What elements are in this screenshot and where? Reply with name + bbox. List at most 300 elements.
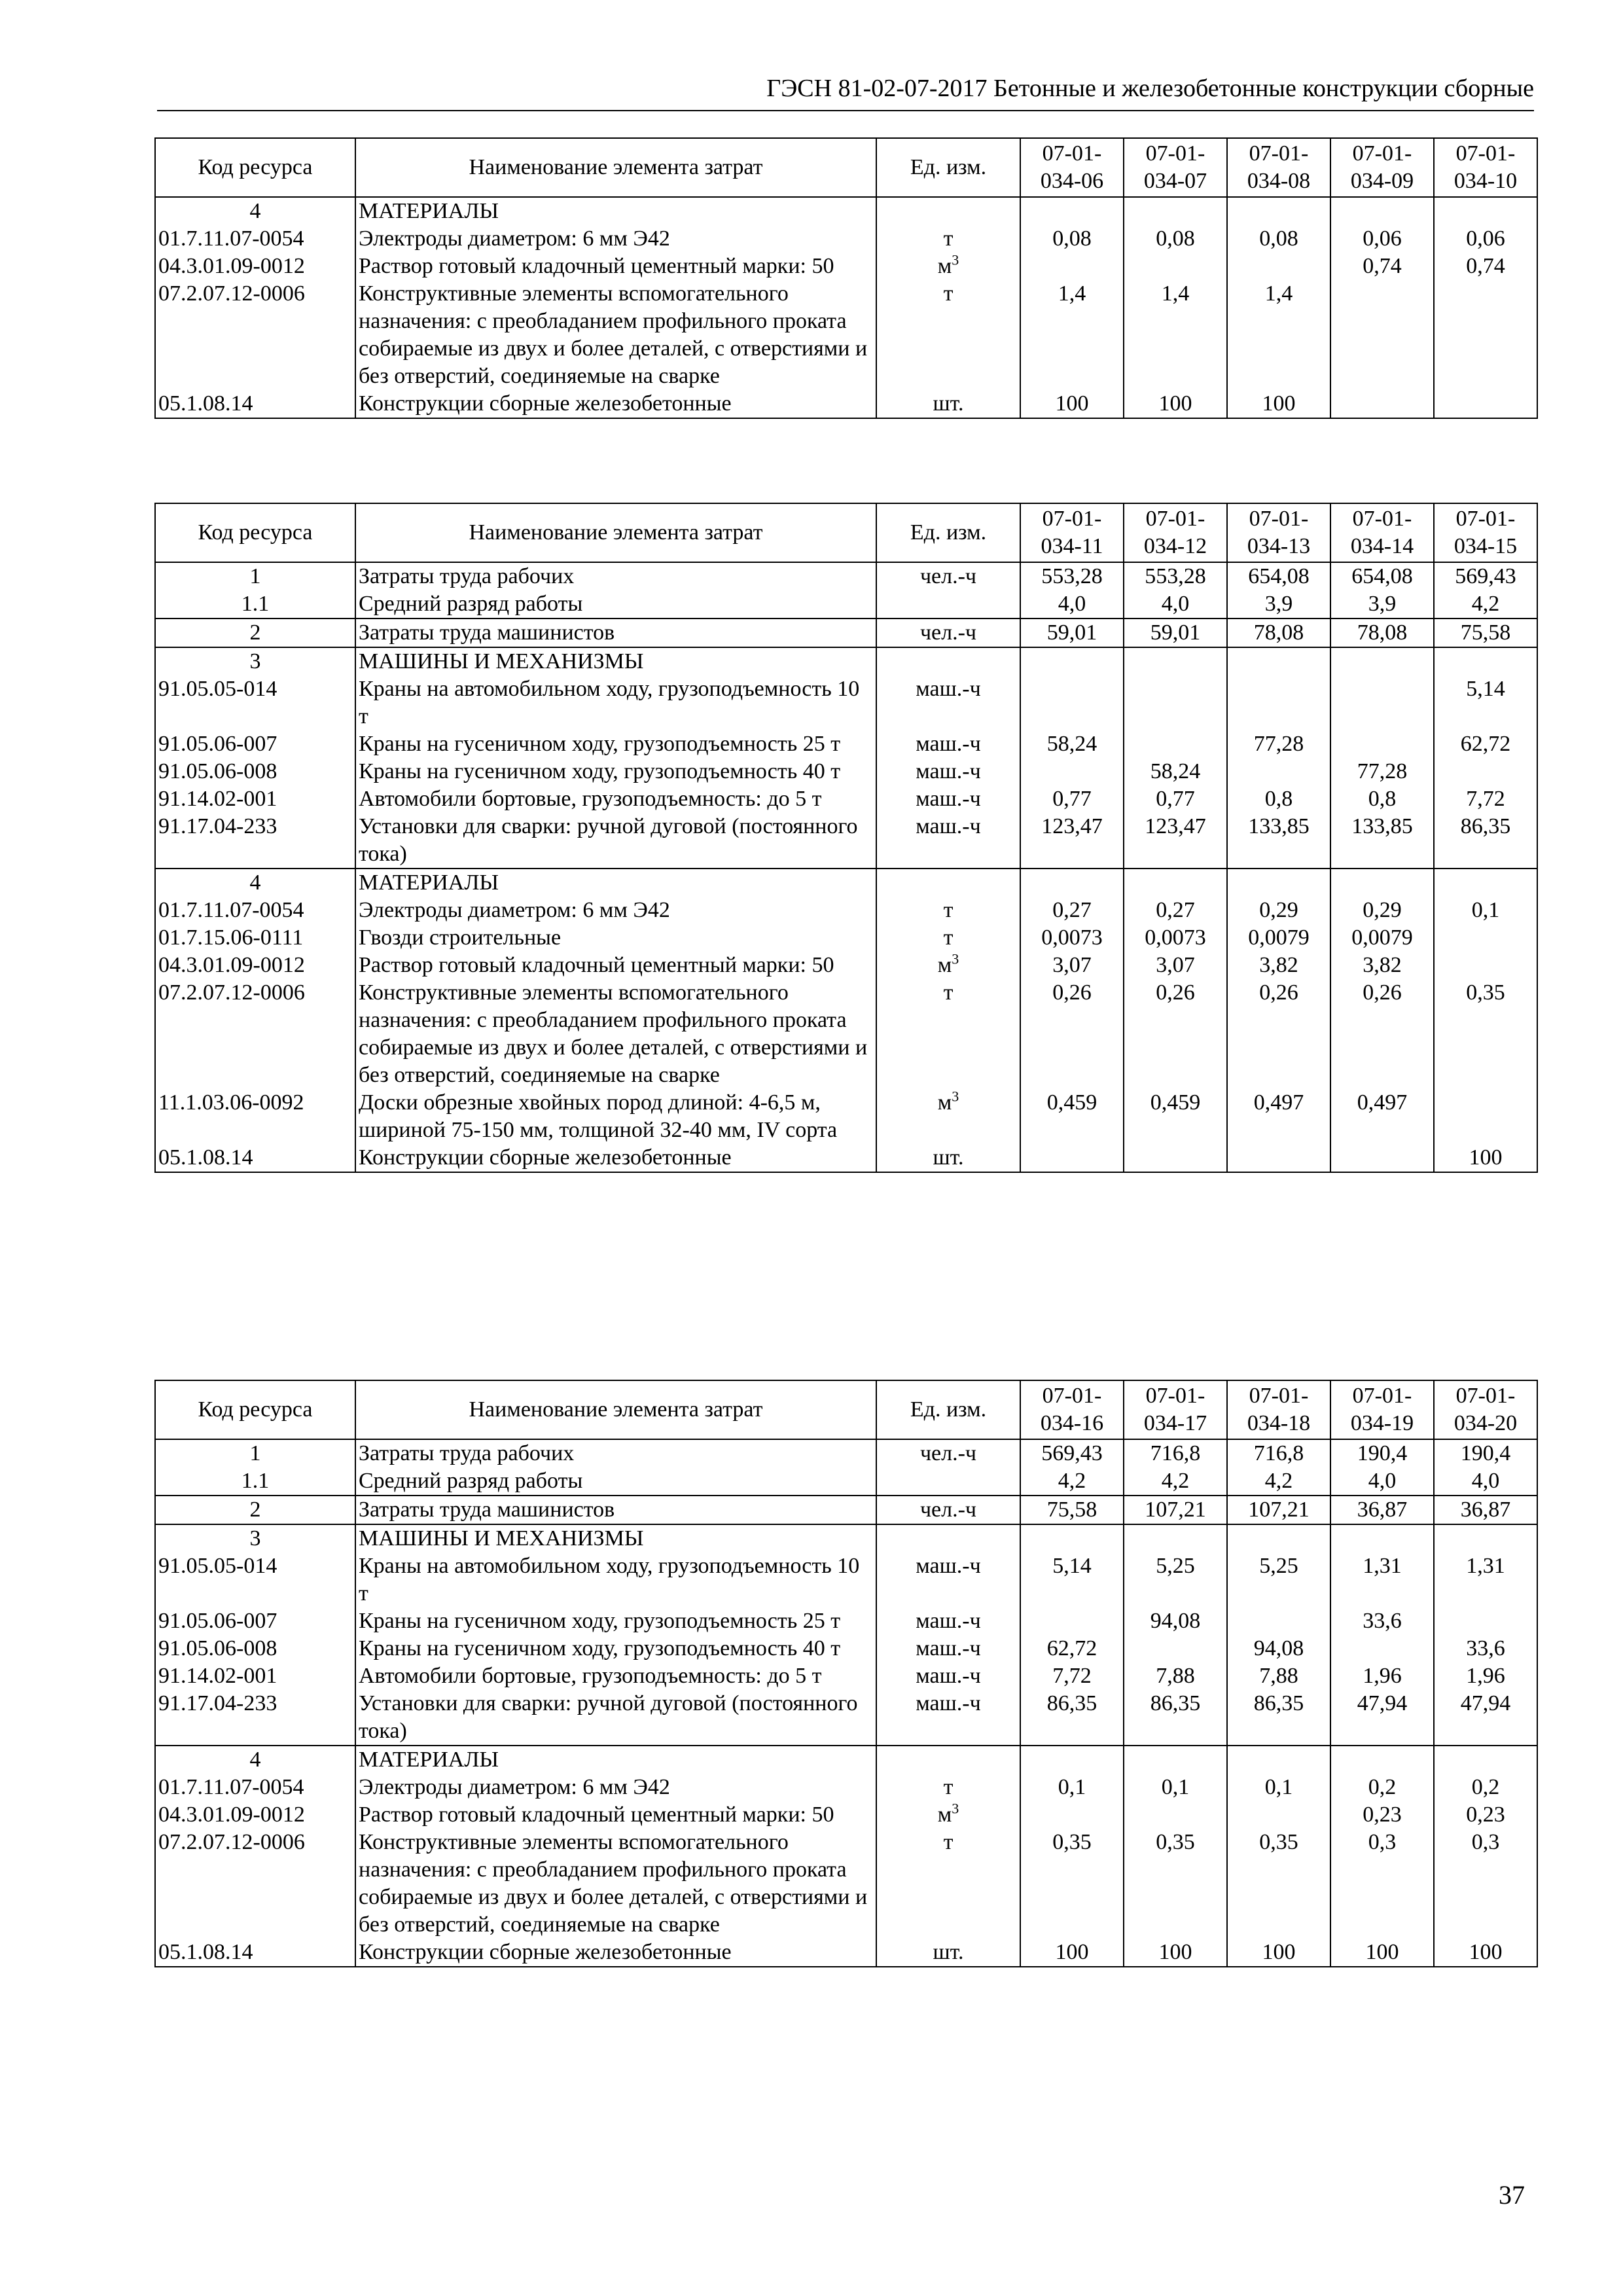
value-cell: 77,28 xyxy=(1330,758,1434,785)
unit-cell xyxy=(876,619,1020,647)
table-row xyxy=(155,619,1537,647)
table-row xyxy=(155,562,1537,590)
value-cell: 78,08 xyxy=(1330,619,1434,647)
value-cell: 75,58 xyxy=(1020,1496,1124,1524)
unit-label: маш.-ч xyxy=(916,1554,981,1578)
value-cell xyxy=(1020,675,1124,730)
value-cell: 36,87 xyxy=(1434,1496,1537,1524)
value-cell: 58,24 xyxy=(1020,730,1124,758)
unit-cell xyxy=(876,390,1020,418)
cost-item-name: Затраты труда машинистов xyxy=(355,619,876,647)
unit-cell xyxy=(876,1690,1020,1746)
value-cell xyxy=(1330,1746,1434,1774)
unit-cell xyxy=(876,590,1020,619)
cost-item-name: Доски обрезные хвойных пород длиной: 4-6,5 м, шириной 75-150 мм, толщиной 32-40 мм, IV сорта xyxy=(355,1089,876,1144)
resource-table xyxy=(154,503,1538,1173)
value-cell xyxy=(1020,869,1124,897)
value-cell: 0,459 xyxy=(1124,1089,1227,1144)
table-row xyxy=(155,280,1537,390)
value-cell xyxy=(1227,1144,1330,1172)
value-cell xyxy=(1434,197,1537,225)
value-cell xyxy=(1330,675,1434,730)
value-cell: 94,08 xyxy=(1227,1635,1330,1662)
value-cell: 62,72 xyxy=(1434,730,1537,758)
column-header-rate: 07-01-034-06 xyxy=(1020,138,1124,197)
unit-cell xyxy=(876,1662,1020,1690)
value-cell: 0,08 xyxy=(1020,225,1124,253)
resource-code: 01.7.11.07-0054 xyxy=(155,225,355,253)
cost-item-name: МАШИНЫ И МЕХАНИЗМЫ xyxy=(355,1524,876,1552)
resource-code: 07.2.07.12-0006 xyxy=(155,280,355,390)
value-cell: 0,29 xyxy=(1227,897,1330,924)
column-header-rate: 07-01-034-08 xyxy=(1227,138,1330,197)
value-cell xyxy=(1227,197,1330,225)
unit-label: маш.-ч xyxy=(916,1664,981,1688)
value-cell: 0,0079 xyxy=(1330,924,1434,952)
value-cell: 4,0 xyxy=(1330,1467,1434,1496)
value-cell: 100 xyxy=(1020,1939,1124,1967)
unit-label: маш.-ч xyxy=(916,787,981,811)
cost-item-name: Электроды диаметром: 6 мм Э42 xyxy=(355,225,876,253)
resource-code: 3 xyxy=(155,647,355,675)
unit-cell xyxy=(876,924,1020,952)
value-cell: 0,27 xyxy=(1124,897,1227,924)
value-cell: 553,28 xyxy=(1124,562,1227,590)
unit-label: м xyxy=(937,1090,952,1115)
value-cell: 86,35 xyxy=(1227,1690,1330,1746)
value-cell: 190,4 xyxy=(1434,1439,1537,1467)
unit-label: маш.-ч xyxy=(916,814,981,838)
unit-cell xyxy=(876,1524,1020,1552)
value-cell xyxy=(1124,1524,1227,1552)
unit-label: маш.-ч xyxy=(916,1691,981,1715)
table-row xyxy=(155,1662,1537,1690)
cost-item-name: Краны на гусеничном ходу, грузоподъемность 25 т xyxy=(355,1607,876,1635)
value-cell: 1,4 xyxy=(1227,280,1330,390)
value-cell: 0,26 xyxy=(1227,979,1330,1089)
value-cell: 1,4 xyxy=(1124,280,1227,390)
column-header-rate: 07-01-034-12 xyxy=(1124,503,1227,562)
resource-code: 11.1.03.06-0092 xyxy=(155,1089,355,1144)
value-cell xyxy=(1330,390,1434,418)
column-header-rate: 07-01-034-15 xyxy=(1434,503,1537,562)
resource-code: 4 xyxy=(155,869,355,897)
value-cell: 0,23 xyxy=(1434,1801,1537,1829)
unit-label: маш.-ч xyxy=(916,1636,981,1660)
column-header-code: Код ресурса xyxy=(155,138,355,197)
resource-code: 1 xyxy=(155,1439,355,1467)
value-cell: 1,31 xyxy=(1434,1552,1537,1607)
resource-code: 91.17.04-233 xyxy=(155,813,355,869)
unit-label: маш.-ч xyxy=(916,759,981,783)
value-cell xyxy=(1124,869,1227,897)
table-row xyxy=(155,197,1537,225)
cost-item-name: Электроды диаметром: 6 мм Э42 xyxy=(355,1774,876,1801)
value-cell: 75,58 xyxy=(1434,619,1537,647)
value-cell: 190,4 xyxy=(1330,1439,1434,1467)
table-row xyxy=(155,1774,1537,1801)
unit-cell xyxy=(876,225,1020,253)
unit-cell xyxy=(876,1801,1020,1829)
unit-label: чел.-ч xyxy=(919,564,977,588)
table-row xyxy=(155,1144,1537,1172)
value-cell: 716,8 xyxy=(1227,1439,1330,1467)
value-cell: 0,2 xyxy=(1434,1774,1537,1801)
unit-label: м xyxy=(937,254,952,278)
column-header-rate: 07-01-034-11 xyxy=(1020,503,1124,562)
table-row xyxy=(155,897,1537,924)
value-cell: 0,35 xyxy=(1227,1829,1330,1939)
value-cell: 3,82 xyxy=(1227,952,1330,979)
value-cell: 0,08 xyxy=(1124,225,1227,253)
unit-label: шт. xyxy=(933,1940,964,1964)
value-cell xyxy=(1124,1746,1227,1774)
value-cell: 86,35 xyxy=(1124,1690,1227,1746)
unit-cell xyxy=(876,280,1020,390)
value-cell xyxy=(1330,730,1434,758)
resource-code: 04.3.01.09-0012 xyxy=(155,952,355,979)
value-cell: 59,01 xyxy=(1020,619,1124,647)
value-cell: 0,29 xyxy=(1330,897,1434,924)
unit-cell xyxy=(876,813,1020,869)
table-row xyxy=(155,1496,1537,1524)
value-cell xyxy=(1124,253,1227,280)
value-cell: 1,96 xyxy=(1434,1662,1537,1690)
value-cell: 58,24 xyxy=(1124,758,1227,785)
value-cell xyxy=(1124,1801,1227,1829)
value-cell xyxy=(1227,253,1330,280)
table-row xyxy=(155,758,1537,785)
value-cell: 7,88 xyxy=(1227,1662,1330,1690)
value-cell xyxy=(1434,869,1537,897)
resource-code: 91.05.05-014 xyxy=(155,1552,355,1607)
value-cell xyxy=(1227,675,1330,730)
value-cell: 0,0079 xyxy=(1227,924,1330,952)
value-cell xyxy=(1020,253,1124,280)
resource-code: 04.3.01.09-0012 xyxy=(155,253,355,280)
value-cell: 0,06 xyxy=(1330,225,1434,253)
value-cell: 0,35 xyxy=(1020,1829,1124,1939)
value-cell: 123,47 xyxy=(1124,813,1227,869)
table-row xyxy=(155,785,1537,813)
unit-cell xyxy=(876,1467,1020,1496)
table-row xyxy=(155,869,1537,897)
value-cell: 0,2 xyxy=(1330,1774,1434,1801)
value-cell: 5,14 xyxy=(1020,1552,1124,1607)
resource-code: 05.1.08.14 xyxy=(155,1144,355,1172)
cost-item-name: Раствор готовый кладочный цементный марки: 50 xyxy=(355,1801,876,1829)
value-cell: 100 xyxy=(1124,1939,1227,1967)
unit-label: чел.-ч xyxy=(919,1441,977,1465)
value-cell: 0,77 xyxy=(1020,785,1124,813)
page-number: 37 xyxy=(1499,2180,1525,2210)
cost-item-name: Электроды диаметром: 6 мм Э42 xyxy=(355,897,876,924)
table-row xyxy=(155,1939,1537,1967)
value-cell xyxy=(1124,675,1227,730)
value-cell: 100 xyxy=(1434,1939,1537,1967)
resource-code: 04.3.01.09-0012 xyxy=(155,1801,355,1829)
value-cell xyxy=(1434,1524,1537,1552)
value-cell xyxy=(1020,1607,1124,1635)
value-cell: 1,31 xyxy=(1330,1552,1434,1607)
table-row xyxy=(155,813,1537,869)
table-row xyxy=(155,590,1537,619)
value-cell: 4,2 xyxy=(1020,1467,1124,1496)
unit-label: чел.-ч xyxy=(919,620,977,645)
value-cell: 569,43 xyxy=(1434,562,1537,590)
value-cell: 0,74 xyxy=(1330,253,1434,280)
value-cell xyxy=(1020,647,1124,675)
cost-item-name: Раствор готовый кладочный цементный марки: 50 xyxy=(355,253,876,280)
value-cell: 0,3 xyxy=(1434,1829,1537,1939)
resource-code: 91.14.02-001 xyxy=(155,1662,355,1690)
resource-code: 91.05.06-008 xyxy=(155,1635,355,1662)
value-cell: 0,8 xyxy=(1330,785,1434,813)
value-cell xyxy=(1124,197,1227,225)
value-cell: 0,26 xyxy=(1124,979,1227,1089)
cost-item-name: МАТЕРИАЛЫ xyxy=(355,197,876,225)
unit-cell xyxy=(876,869,1020,897)
table-row xyxy=(155,1829,1537,1939)
table-row xyxy=(155,952,1537,979)
value-cell: 78,08 xyxy=(1227,619,1330,647)
unit-cell xyxy=(876,952,1020,979)
cost-item-name: Краны на автомобильном ходу, грузоподъемность 10 т xyxy=(355,1552,876,1607)
value-cell xyxy=(1227,647,1330,675)
cost-item-name: Краны на автомобильном ходу, грузоподъемность 10 т xyxy=(355,675,876,730)
value-cell xyxy=(1434,952,1537,979)
value-cell: 0,06 xyxy=(1434,225,1537,253)
table-row xyxy=(155,1607,1537,1635)
unit-cell xyxy=(876,1746,1020,1774)
cost-item-name: Раствор готовый кладочный цементный марки: 50 xyxy=(355,952,876,979)
unit-label: м xyxy=(937,953,952,977)
header-row xyxy=(155,1380,1537,1439)
unit-cell xyxy=(876,197,1020,225)
value-cell xyxy=(1434,390,1537,418)
value-cell: 0,497 xyxy=(1227,1089,1330,1144)
value-cell: 123,47 xyxy=(1020,813,1124,869)
value-cell xyxy=(1434,280,1537,390)
cost-item-name: Краны на гусеничном ходу, грузоподъемность 25 т xyxy=(355,730,876,758)
value-cell xyxy=(1330,197,1434,225)
unit-label: т xyxy=(943,281,954,306)
value-cell: 59,01 xyxy=(1124,619,1227,647)
value-cell: 4,2 xyxy=(1227,1467,1330,1496)
value-cell xyxy=(1227,1746,1330,1774)
cost-item-name: Конструкции сборные железобетонные xyxy=(355,1939,876,1967)
unit-cell xyxy=(876,730,1020,758)
value-cell: 33,6 xyxy=(1434,1635,1537,1662)
value-cell: 5,25 xyxy=(1227,1552,1330,1607)
resource-code: 1.1 xyxy=(155,1467,355,1496)
table-row xyxy=(155,390,1537,418)
unit-label: маш.-ч xyxy=(916,1609,981,1633)
unit-label: м xyxy=(937,1803,952,1827)
unit-cell xyxy=(876,979,1020,1089)
value-cell xyxy=(1330,869,1434,897)
value-cell: 4,2 xyxy=(1124,1467,1227,1496)
cost-item-name: Гвозди строительные xyxy=(355,924,876,952)
value-cell xyxy=(1330,1524,1434,1552)
column-header-unit: Ед. изм. xyxy=(876,1380,1020,1439)
value-cell xyxy=(1434,1607,1537,1635)
value-cell: 0,26 xyxy=(1330,979,1434,1089)
table-row xyxy=(155,924,1537,952)
value-cell: 0,0073 xyxy=(1020,924,1124,952)
cost-item-name: МАТЕРИАЛЫ xyxy=(355,1746,876,1774)
column-header-unit: Ед. изм. xyxy=(876,138,1020,197)
value-cell: 107,21 xyxy=(1227,1496,1330,1524)
value-cell: 0,459 xyxy=(1020,1089,1124,1144)
value-cell: 4,0 xyxy=(1434,1467,1537,1496)
value-cell: 5,14 xyxy=(1434,675,1537,730)
resource-code: 01.7.11.07-0054 xyxy=(155,897,355,924)
value-cell: 47,94 xyxy=(1330,1690,1434,1746)
unit-cell xyxy=(876,1552,1020,1607)
table-row xyxy=(155,1746,1537,1774)
resource-code: 91.05.06-008 xyxy=(155,758,355,785)
value-cell xyxy=(1020,1801,1124,1829)
table-row xyxy=(155,1690,1537,1746)
unit-label: т xyxy=(943,925,954,950)
value-cell: 3,9 xyxy=(1227,590,1330,619)
value-cell: 0,497 xyxy=(1330,1089,1434,1144)
table-row xyxy=(155,647,1537,675)
table-row xyxy=(155,1552,1537,1607)
unit-cell xyxy=(876,1635,1020,1662)
value-cell: 94,08 xyxy=(1124,1607,1227,1635)
column-header-rate: 07-01-034-18 xyxy=(1227,1380,1330,1439)
resource-code: 3 xyxy=(155,1524,355,1552)
table-row xyxy=(155,1439,1537,1467)
column-header-rate: 07-01-034-20 xyxy=(1434,1380,1537,1439)
table-row xyxy=(155,1467,1537,1496)
value-cell xyxy=(1020,197,1124,225)
value-cell xyxy=(1330,280,1434,390)
value-cell: 86,35 xyxy=(1434,813,1537,869)
value-cell xyxy=(1434,1089,1537,1144)
unit-label: т xyxy=(943,898,954,922)
value-cell: 7,88 xyxy=(1124,1662,1227,1690)
unit-cell xyxy=(876,1774,1020,1801)
resource-code: 05.1.08.14 xyxy=(155,1939,355,1967)
cost-item-name: Конструктивные элементы вспомогательного назначения: с преобладанием профильного проката собираемые из двух и более деталей, с отверстиями и без отверстий, соединяемые на сварке xyxy=(355,979,876,1089)
value-cell: 62,72 xyxy=(1020,1635,1124,1662)
value-cell xyxy=(1330,1635,1434,1662)
cost-item-name: МАТЕРИАЛЫ xyxy=(355,869,876,897)
header-row xyxy=(155,138,1537,197)
value-cell xyxy=(1124,647,1227,675)
unit-cell xyxy=(876,897,1020,924)
unit-cell xyxy=(876,1829,1020,1939)
unit-label: шт. xyxy=(933,1145,964,1170)
resource-code: 91.05.06-007 xyxy=(155,1607,355,1635)
value-cell: 0,26 xyxy=(1020,979,1124,1089)
column-header-name: Наименование элемента затрат xyxy=(355,138,876,197)
column-header-rate: 07-01-034-14 xyxy=(1330,503,1434,562)
value-cell xyxy=(1020,758,1124,785)
column-header-name: Наименование элемента затрат xyxy=(355,1380,876,1439)
resource-code: 2 xyxy=(155,1496,355,1524)
value-cell xyxy=(1020,1524,1124,1552)
resource-table xyxy=(154,137,1538,419)
value-cell xyxy=(1330,1144,1434,1172)
unit-label: т xyxy=(943,226,954,251)
table-row xyxy=(155,225,1537,253)
value-cell: 0,8 xyxy=(1227,785,1330,813)
value-cell: 1,4 xyxy=(1020,280,1124,390)
unit-exponent: 3 xyxy=(952,950,959,967)
unit-label: шт. xyxy=(933,391,964,416)
value-cell: 1,96 xyxy=(1330,1662,1434,1690)
cost-item-name: Средний разряд работы xyxy=(355,590,876,619)
value-cell: 4,0 xyxy=(1124,590,1227,619)
column-header-rate: 07-01-034-19 xyxy=(1330,1380,1434,1439)
unit-cell xyxy=(876,562,1020,590)
cost-item-name: Конструктивные элементы вспомогательного назначения: с преобладанием профильного проката собираемые из двух и более деталей, с отверстиями и без отверстий, соединяемые на сварке xyxy=(355,1829,876,1939)
value-cell: 7,72 xyxy=(1434,785,1537,813)
value-cell: 3,07 xyxy=(1124,952,1227,979)
unit-label: маш.-ч xyxy=(916,677,981,701)
value-cell: 7,72 xyxy=(1020,1662,1124,1690)
value-cell: 569,43 xyxy=(1020,1439,1124,1467)
unit-cell xyxy=(876,1439,1020,1467)
value-cell xyxy=(1434,647,1537,675)
value-cell: 0,0073 xyxy=(1124,924,1227,952)
unit-label: чел.-ч xyxy=(919,1498,977,1522)
cost-item-name: Автомобили бортовые, грузоподъемность: до 5 т xyxy=(355,785,876,813)
unit-cell xyxy=(876,1089,1020,1144)
resource-table xyxy=(154,1380,1538,1967)
unit-label: т xyxy=(943,1830,954,1854)
unit-exponent: 3 xyxy=(952,1800,959,1817)
value-cell: 0,77 xyxy=(1124,785,1227,813)
value-cell: 133,85 xyxy=(1227,813,1330,869)
column-header-rate: 07-01-034-17 xyxy=(1124,1380,1227,1439)
value-cell xyxy=(1227,1524,1330,1552)
document-title: ГЭСН 81-02-07-2017 Бетонные и железобетонные конструкции сборные xyxy=(766,75,1534,102)
column-header-rate: 07-01-034-07 xyxy=(1124,138,1227,197)
unit-cell xyxy=(876,785,1020,813)
value-cell: 0,1 xyxy=(1124,1774,1227,1801)
value-cell: 100 xyxy=(1227,390,1330,418)
cost-item-name: Затраты труда рабочих xyxy=(355,562,876,590)
value-cell: 100 xyxy=(1124,390,1227,418)
cost-item-name: Затраты труда машинистов xyxy=(355,1496,876,1524)
value-cell: 716,8 xyxy=(1124,1439,1227,1467)
unit-label: маш.-ч xyxy=(916,732,981,756)
unit-cell xyxy=(876,647,1020,675)
resource-code: 05.1.08.14 xyxy=(155,390,355,418)
unit-cell xyxy=(876,1607,1020,1635)
value-cell: 654,08 xyxy=(1227,562,1330,590)
value-cell: 36,87 xyxy=(1330,1496,1434,1524)
cost-item-name: Установки для сварки: ручной дуговой (постоянного тока) xyxy=(355,1690,876,1746)
value-cell: 0,23 xyxy=(1330,1801,1434,1829)
cost-item-name: Конструкции сборные железобетонные xyxy=(355,1144,876,1172)
cost-item-name: Автомобили бортовые, грузоподъемность: до 5 т xyxy=(355,1662,876,1690)
table-row xyxy=(155,979,1537,1089)
value-cell xyxy=(1227,1607,1330,1635)
unit-cell xyxy=(876,1144,1020,1172)
resource-code: 91.17.04-233 xyxy=(155,1690,355,1746)
resource-code: 91.05.05-014 xyxy=(155,675,355,730)
resource-code: 91.05.06-007 xyxy=(155,730,355,758)
table-row xyxy=(155,253,1537,280)
value-cell: 3,9 xyxy=(1330,590,1434,619)
value-cell: 33,6 xyxy=(1330,1607,1434,1635)
